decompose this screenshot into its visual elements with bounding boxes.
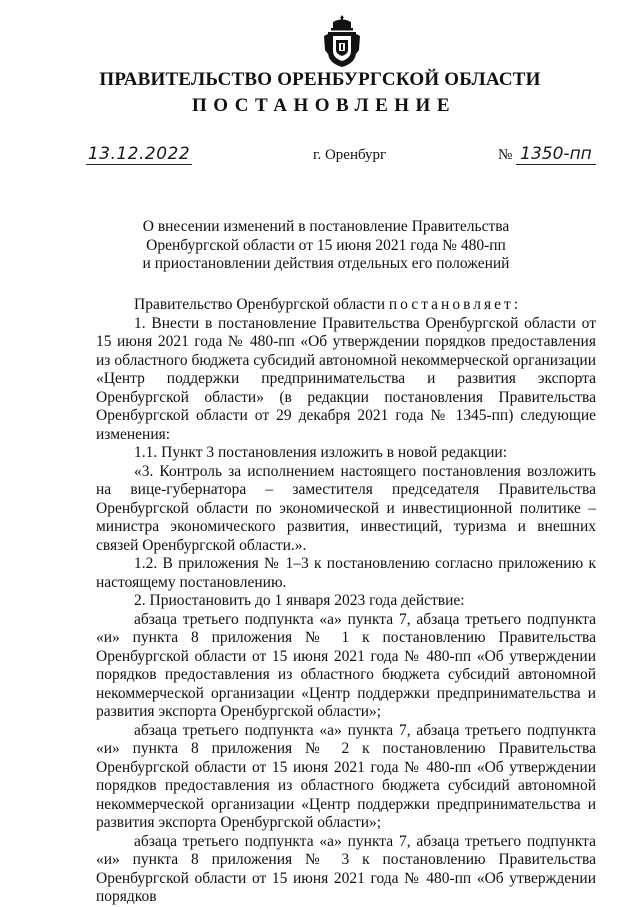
body-paragraph: 1.2. В приложения № 1–3 к постановлению согласно приложению к настоящему постановлению.: [96, 555, 596, 591]
number-label: №: [498, 147, 513, 163]
subject-line: О внесении изменений в постановление Правительства: [142, 218, 510, 235]
document-number: 1350-пп: [516, 144, 596, 165]
body-paragraph: «3. Контроль за исполнением настоящего постановления возложить на вице-губернатора – заместителя председателя Правительства Оренбургской области по экономической и инвестиционной политике – министра экономического развития, инвестиций, туризма и внешних связей Оренбургской области.».: [96, 462, 596, 554]
subject-line: и приостановлении действия отдельных его положений: [142, 255, 510, 272]
body-paragraph: абзаца третьего подпункта «а» пункта 7, абзаца третьего подпункта «и» пункта 8 приложения № 2 к постановлению Правительства Оренбургской области от 15 июня 2021 года № 480-пп «Об утверждении порядков предоставления из областного бюджета субсидий автономной некоммерческой организации «Центр поддержки предпринимательства и развития экспорта Оренбургской области»;: [96, 721, 596, 831]
body-paragraph: 2. Приостановить до 1 января 2023 года действие:: [134, 592, 465, 609]
body-paragraph: 1.1. Пункт 3 постановления изложить в новой редакции:: [134, 444, 508, 461]
organization-title: ПРАВИТЕЛЬСТВО ОРЕНБУРГСКОЙ ОБЛАСТИ: [99, 69, 541, 90]
document-body: [96, 296, 596, 907]
body-paragraph: абзаца третьего подпункта «а» пункта 7, абзаца третьего подпункта «и» пункта 8 приложения № 3 к постановлению Правительства Оренбургской области от 15 июня 2021 года № 480-пп «Об утверждении порядков: [96, 832, 596, 905]
intro-paragraph: [96, 296, 596, 315]
coat-of-arms-icon: [324, 14, 360, 68]
document-subject: [0, 218, 640, 274]
intro-lead: Правительство Оренбургской области: [134, 296, 389, 313]
intro-decree-word: постановляет:: [388, 296, 522, 313]
document-city: г. Оренбург: [313, 147, 387, 163]
document-meta-row: [0, 144, 640, 169]
subject-line: Оренбургской области от 15 июня 2021 года № 480-пп: [146, 236, 506, 254]
document-date: 13.12.2022: [87, 144, 191, 164]
body-paragraph: абзаца третьего подпункта «а» пункта 7, абзаца третьего подпункта «и» пункта 8 приложения № 1 к постановлению Правительства Оренбургской области от 15 июня 2021 года № 480-пп «Об утверждении порядков предоставления из областного бюджета субсидий автономной некоммерческой организации «Центр поддержки предпринимательства и развития экспорта Оренбургской области»;: [96, 610, 596, 720]
document-type-title: ПОСТАНОВЛЕНИЕ: [191, 95, 457, 116]
body-paragraph: 1. Внести в постановление Правительства Оренбургской области от 15 июня 2021 года № 480-пп «Об утверждении порядков предоставления из областного бюджета субсидий автономной некоммерческой организации «Центр поддержки предпринимательства и развития экспорта Оренбургской области» (в редакции постановления Правительства Оренбургской области от 29 декабря 2021 года № 1345-пп) следующие изменения:: [96, 314, 596, 443]
